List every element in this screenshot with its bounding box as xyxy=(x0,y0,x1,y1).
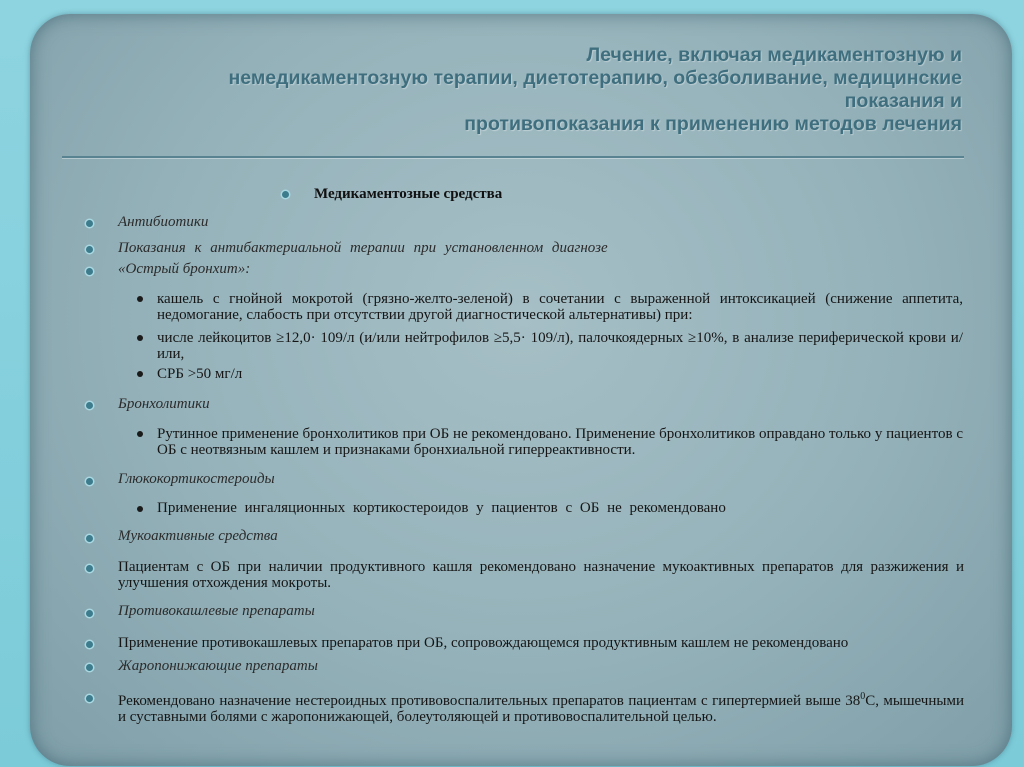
bullet-icon xyxy=(86,268,93,275)
antibiotics-indication: Показания к антибактериальной терапии при установленном диагнозе xyxy=(118,240,608,256)
bronchodilators-text: Рутинное применение бронхолитиков при ОБ не рекомендовано. Применение бронхолитиков оправдано только у пациентов с ОБ с неотвязным кашлем и признаками бронхиальной гиперреактивности. xyxy=(157,426,963,458)
bullet-icon xyxy=(282,191,289,198)
antibiotics-criterion-1: кашель с гнойной мокротой (грязно-желто-зеленой) в сочетании с выраженной интоксикацией (снижение аппетита, недомогание, слабость при отсутствии другой диагностической альтернативы) при: xyxy=(157,291,963,323)
sub-bullet-icon xyxy=(137,506,143,512)
title-line-2: немедикаментозную терапии, диетотерапию, обезболивание, медицинские xyxy=(228,67,962,89)
antibiotics-criterion-2: числе лейкоцитов ≥12,0· 109/л (и/или нейтрофилов ≥5,5· 109/л), палочкоядерных ≥10%, в анализе периферической крови и/или, xyxy=(157,330,963,362)
degree-superscript: 0 xyxy=(860,691,866,702)
antibiotics-criterion-3: СРБ >50 мг/л xyxy=(157,366,243,382)
antipyretic-text xyxy=(118,689,964,725)
category-antitussive: Противокашлевые препараты xyxy=(118,603,315,619)
bullet-icon xyxy=(86,565,93,572)
bullet-icon xyxy=(86,402,93,409)
category-antibiotics: Антибиотики xyxy=(118,214,209,230)
bullet-icon xyxy=(86,246,93,253)
bullet-icon xyxy=(86,610,93,617)
antipyretic-text-part-2: С, мышечными и суставными болями с жаропонижающей, болеутоляющей и противовоспалительной целью. xyxy=(118,693,964,725)
bullet-icon xyxy=(86,641,93,648)
category-glucocorticoids: Глюкокортикостероиды xyxy=(118,471,275,487)
title-line-4: противопоказания к применению методов лечения xyxy=(464,113,962,135)
category-antipyretic: Жаропонижающие препараты xyxy=(118,658,318,674)
bullet-icon xyxy=(86,478,93,485)
bullet-icon xyxy=(86,220,93,227)
antibiotics-diagnosis: «Острый бронхит»: xyxy=(118,261,251,277)
sub-bullet-icon xyxy=(137,335,143,341)
glucocorticoids-text: Применение ингаляционных кортикостероидов у пациентов с ОБ не рекомендовано xyxy=(157,500,726,516)
bullet-icon xyxy=(86,664,93,671)
sub-bullet-icon xyxy=(137,431,143,437)
antipyretic-text-part-1: Рекомендовано назначение нестероидных противовоспалительных препаратов пациентам с гипертермией выше 38 xyxy=(118,693,861,709)
title-line-3: показания и xyxy=(844,90,962,112)
title-line-1: Лечение, включая медикаментозную и xyxy=(586,44,962,66)
sub-bullet-icon xyxy=(137,296,143,302)
category-mucoactive: Мукоактивные средства xyxy=(118,528,278,544)
bullet-icon xyxy=(86,535,93,542)
antitussive-text: Применение противокашлевых препаратов при ОБ, сопровождающемся продуктивным кашлем не рекомендовано xyxy=(118,635,849,651)
bullet-icon xyxy=(86,695,93,702)
section-subheading: Медикаментозные средства xyxy=(314,186,503,202)
sub-bullet-icon xyxy=(137,371,143,377)
category-bronchodilators: Бронхолитики xyxy=(118,396,210,412)
mucoactive-text: Пациентам с ОБ при наличии продуктивного кашля рекомендовано назначение мукоактивных препаратов для разжижения и улучшения отхождения мокроты. xyxy=(118,559,964,591)
